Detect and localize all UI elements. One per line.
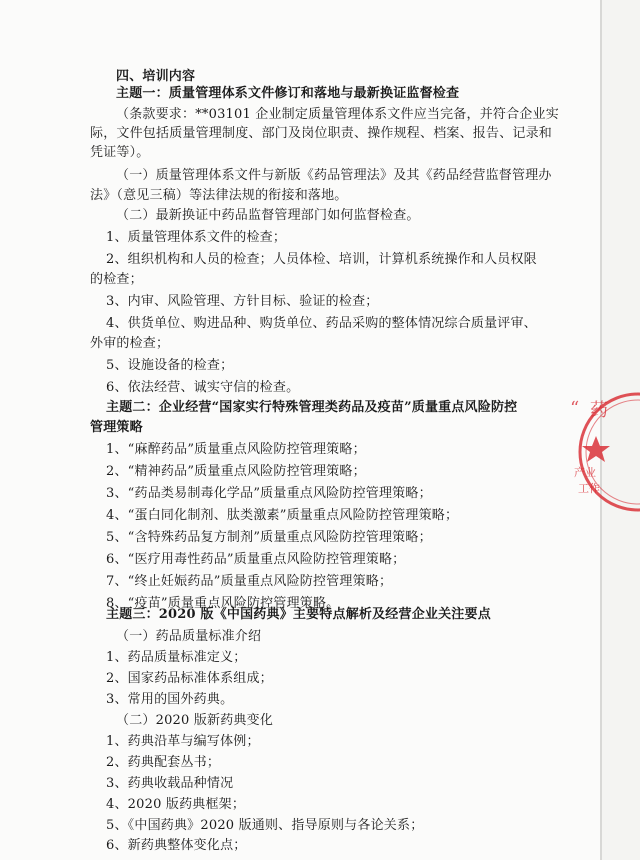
body-line: 法》（意见三稿）等法律法规的衔接和落地。: [90, 188, 348, 203]
body-line: 际，文件包括质量管理制度、部门及岗位职责、操作规程、档案、报告、记录和: [90, 126, 553, 141]
body-line: 1、质量管理体系文件的检查；: [106, 230, 287, 245]
body-line: 4、“蛋白同化制剂、肽类激素”质量重点风险防控管理策略；: [106, 508, 459, 523]
body-line: （二）2020 版新药典变化: [116, 713, 274, 728]
body-line: 3、常用的国外药典。: [106, 692, 234, 707]
topic-heading: 管理策略: [90, 420, 143, 435]
body-line: 2、药典配套丛书；: [106, 755, 221, 770]
body-line: 1、药品质量标准定义；: [106, 650, 247, 665]
topic-heading: 主题三：2020 版《中国药典》主要特点解析及经营企业关注要点: [106, 607, 491, 622]
topic-heading: 主题一：质量管理体系文件修订和落地与最新换证监督检查: [116, 86, 460, 101]
body-line: （一）质量管理体系文件与新版《药品管理法》及其《药品经营监督管理办: [116, 168, 552, 183]
body-line: 7、“终止妊娠药品”质量重点风险防控管理策略；: [106, 574, 393, 589]
body-line: 外审的检查；: [90, 336, 170, 351]
body-line: 4、供货单位、购进品种、购货单位、药品采购的整体情况综合质量评审、: [106, 316, 537, 331]
seal-text-bottom: 工作: [578, 482, 600, 495]
body-line: 凭证等）。: [90, 145, 150, 160]
body-line: 5、设施设备的检查；: [106, 358, 234, 373]
body-line: 3、“药品类易制毒化学品”质量重点风险防控管理策略；: [106, 486, 432, 501]
body-line: 4、2020 版药典框架；: [106, 797, 246, 812]
body-line: 1、药典沿革与编写体例；: [106, 734, 260, 749]
body-line: 5、《中国药典》2020 版通则、指导原则与各论关系；: [106, 818, 424, 833]
body-line: 的检查；: [90, 272, 143, 287]
body-line: 8、“疫苗”质量重点风险防控管理策略。: [106, 596, 340, 611]
body-line: （一）药品质量标准介绍: [116, 629, 262, 644]
svg-text:“: “: [570, 398, 580, 419]
body-line: 2、组织机构和人员的检查；人员体检、培训，计算机系统操作和人员权限: [106, 252, 537, 267]
body-line: 1、“麻醉药品”质量重点风险防控管理策略；: [106, 442, 366, 457]
body-line: 6、“医疗用毒性药品”质量重点风险防控管理策略；: [106, 552, 406, 567]
body-line: 3、内审、风险管理、方针目标、验证的检查；: [106, 294, 379, 309]
seal-text-mid: 产业: [574, 466, 596, 479]
official-seal: [560, 392, 640, 512]
body-line: （条款要求：**03101 企业制定质量管理体系文件应当完备，并符合企业实: [116, 107, 559, 122]
body-line: （二）最新换证中药品监督管理部门如何监督检查。: [116, 208, 420, 223]
body-line: 3、药典收载品种情况: [106, 776, 234, 791]
body-line: 2、“精神药品”质量重点风险防控管理策略；: [106, 464, 366, 479]
topic-heading: 主题二：企业经营“国家实行特殊管理类药品及疫苗”质量重点风险防控: [106, 400, 518, 415]
body-line: 5、“含特殊药品复方制剂”质量重点风险防控管理策略；: [106, 530, 432, 545]
body-line: 6、新药典整体变化点；: [106, 838, 247, 853]
body-line: 6、依法经营、诚实守信的检查。: [106, 380, 300, 395]
body-line: 2、国家药品标准体系组成；: [106, 671, 273, 686]
section-heading: 四、培训内容: [116, 69, 196, 84]
seal-text-top: 药: [590, 400, 608, 421]
